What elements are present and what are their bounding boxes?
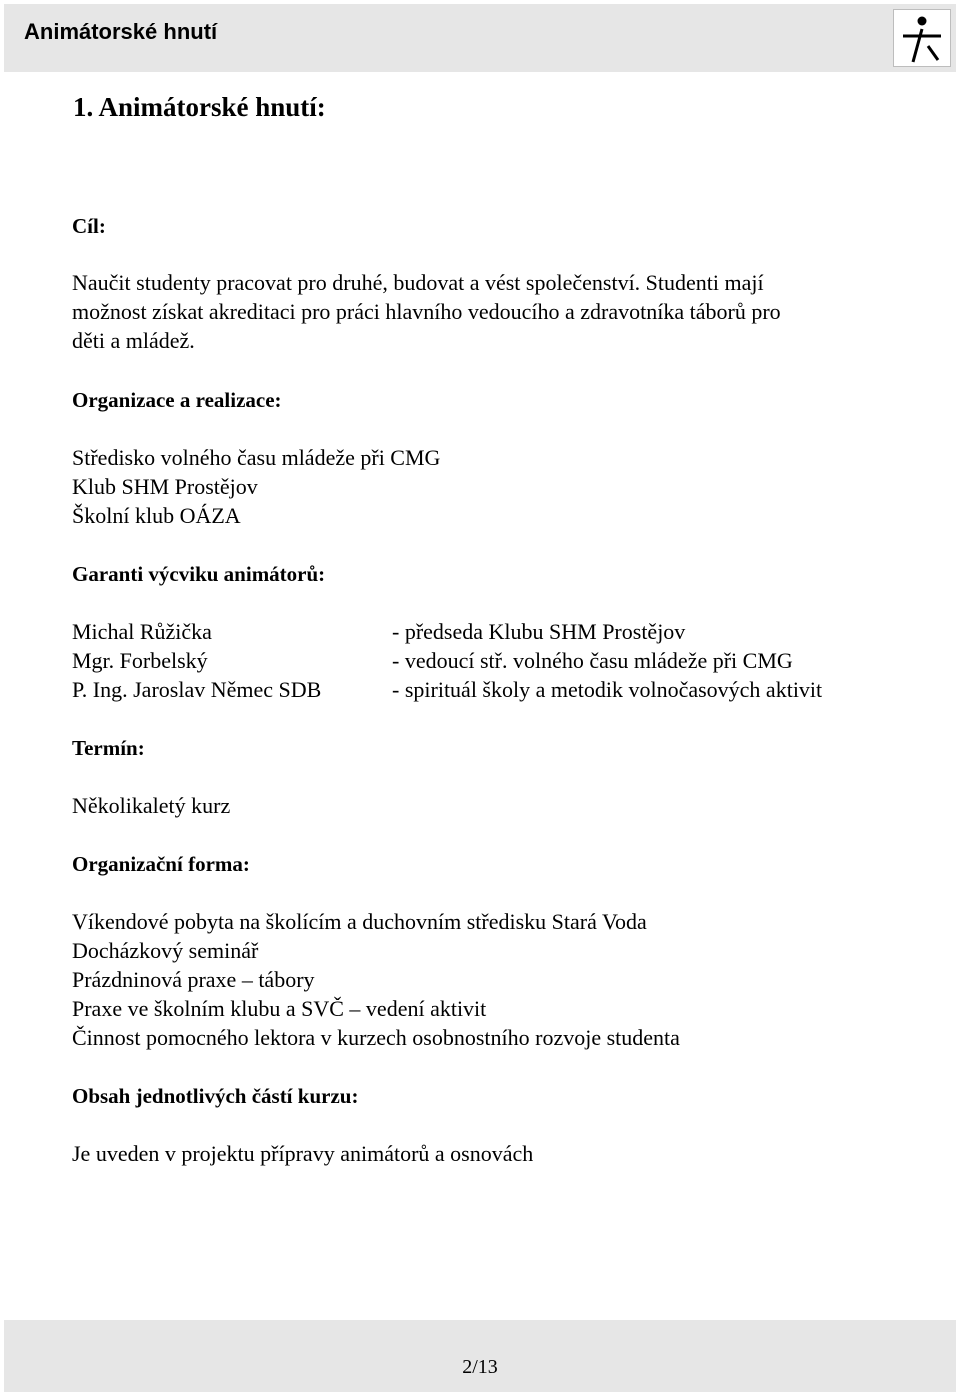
goal-line-3: děti a mládež. [72, 328, 195, 353]
form-line-3: Prázdninová praxe – tábory [72, 967, 315, 992]
organization-line-1: Středisko volného času mládeže při CMG [72, 445, 441, 470]
goal-line-1: Naučit studenty pracovat pro druhé, budovat a vést společenství. Studenti mají [72, 270, 764, 295]
term-heading: Termín: [72, 736, 145, 760]
term-text: Několikaletý kurz [72, 793, 231, 818]
organization-heading: Organizace a realizace: [72, 388, 282, 412]
organization-line-3: Školní klub OÁZA [72, 503, 241, 528]
content-text: Je uveden v projektu přípravy animátorů a osnovách [72, 1141, 534, 1166]
header-title: Animátorské hnutí [24, 19, 218, 44]
form-line-2: Docházkový seminář [72, 938, 259, 963]
guarantor-role-2: - vedoucí stř. volného času mládeže při CMG [392, 648, 793, 673]
form-heading: Organizační forma: [72, 852, 250, 876]
content-heading: Obsah jednotlivých částí kurzu: [72, 1084, 359, 1108]
page-footer [4, 1320, 956, 1392]
organization-line-2: Klub SHM Prostějov [72, 474, 258, 499]
goal-line-2: možnost získat akreditaci pro práci hlavního vedoucího a zdravotníka táborů pro [72, 299, 781, 324]
guarantor-role-1: - předseda Klubu SHM Prostějov [392, 619, 686, 644]
page-number: 2/13 [462, 1356, 498, 1378]
form-line-1: Víkendové pobyta na školícím a duchovním středisku Stará Voda [72, 909, 647, 934]
guarantor-role-3: - spirituál školy a metodik volnočasových aktivit [392, 677, 823, 702]
document-title: 1. Animátorské hnutí: [73, 92, 326, 122]
page-header [4, 4, 956, 72]
guarantor-name-1: Michal Růžička [72, 619, 212, 644]
guarantors-heading: Garanti výcviku animátorů: [72, 562, 326, 586]
form-line-5: Činnost pomocného lektora v kurzech osobnostního rozvoje studenta [72, 1025, 680, 1050]
form-line-4: Praxe ve školním klubu a SVČ – vedení aktivit [72, 996, 487, 1021]
stick-figure-logo-icon [893, 9, 951, 67]
goal-heading: Cíl: [72, 214, 106, 238]
guarantor-name-3: P. Ing. Jaroslav Němec SDB [72, 677, 322, 702]
guarantor-name-2: Mgr. Forbelský [72, 648, 208, 673]
